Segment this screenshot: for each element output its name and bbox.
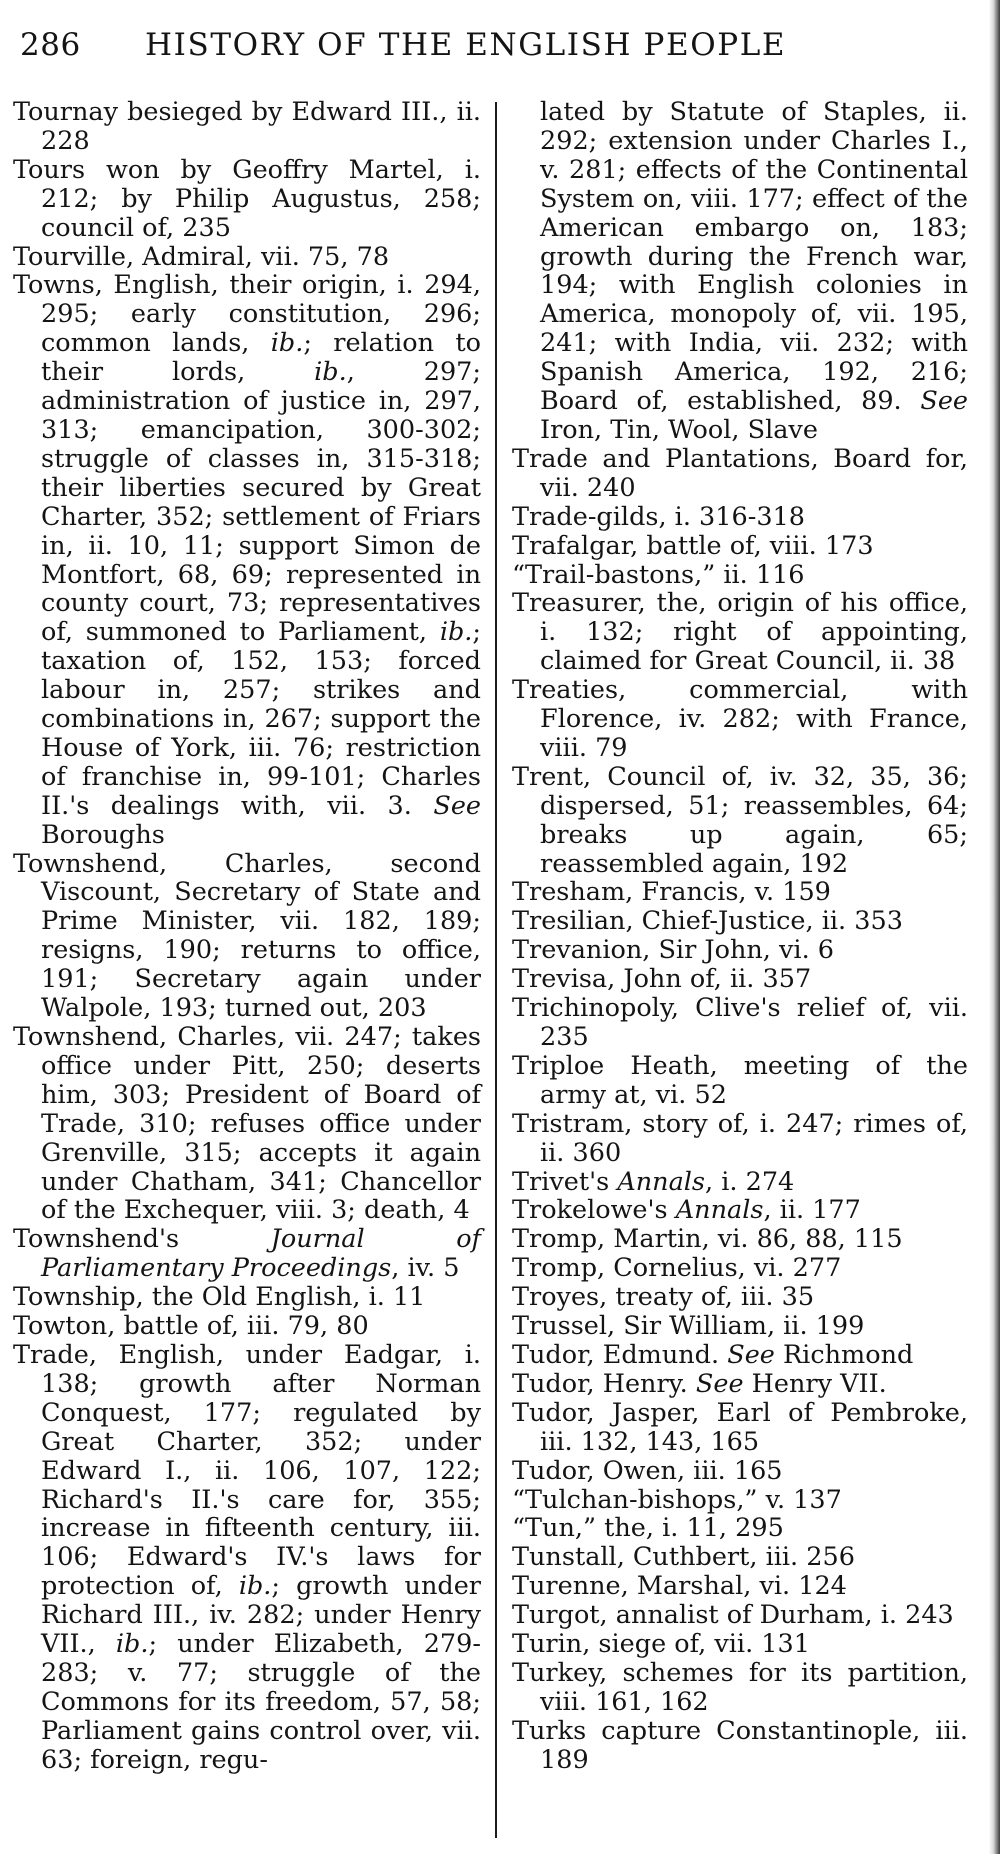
entry-text: Trevanion, Sir John, vi. 6 bbox=[512, 935, 835, 966]
entry-text: Turenne, Marshal, vi. 124 bbox=[512, 1571, 847, 1602]
entry-italic-text: ib. bbox=[314, 357, 347, 388]
index-entry bbox=[13, 1283, 481, 1312]
index-entry bbox=[512, 763, 968, 879]
entry-text: “Tulchan-bishops,” v. 137 bbox=[512, 1484, 842, 1515]
entry-italic-text: See bbox=[920, 386, 968, 417]
column-divider bbox=[495, 102, 497, 1838]
entry-text: Turin, siege of, vii. 131 bbox=[512, 1629, 810, 1660]
index-entry bbox=[13, 1341, 481, 1775]
running-title: HISTORY OF THE ENGLISH PEOPLE bbox=[145, 27, 787, 63]
index-column-right bbox=[512, 98, 968, 1775]
entry-text: Tunstall, Cuthbert, iii. 256 bbox=[512, 1542, 855, 1573]
entry-text: ; taxation of, 152, 153; forced labour in, 257; strikes and combinations in, 267; support the House of York, iii. 76; restriction of franchise in, 99-101; Charles II.'s dealings with, vii. 3. bbox=[41, 617, 481, 821]
entry-italic-text: See bbox=[695, 1368, 744, 1399]
index-entry bbox=[512, 1283, 968, 1312]
index-entry bbox=[512, 589, 968, 676]
entry-text: Tresilian, Chief-Justice, ii. 353 bbox=[512, 906, 903, 937]
entry-text: Tudor, Owen, iii. 165 bbox=[512, 1455, 783, 1486]
entry-text: Townshend, Charles, second Viscount, Secretary of State and Prime Minister, vii. 182, 189; resigns, 190; returns to office, 191; Secretary again under Walpole, 193; turned out, 203 bbox=[13, 848, 481, 1024]
entry-text: “Trail-bastons,” ii. 116 bbox=[512, 559, 805, 590]
entry-text: Turkey, schemes for its partition, viii. 161, 162 bbox=[512, 1657, 968, 1717]
index-entry bbox=[512, 936, 968, 965]
entry-text: Triploe Heath, meeting of the army at, vi. 52 bbox=[512, 1050, 968, 1110]
index-entry bbox=[512, 1399, 968, 1457]
entry-text: Tournay besieged by Edward III., ii. 228 bbox=[13, 97, 481, 156]
entry-text: Turks capture Constantinople, iii. 189 bbox=[512, 1715, 968, 1775]
entry-text: Trussel, Sir William, ii. 199 bbox=[512, 1311, 865, 1342]
entry-text: Trade and Plantations, Board for, vii. 240 bbox=[512, 443, 968, 503]
entry-text: Township, the Old English, i. 11 bbox=[13, 1282, 426, 1313]
page-number: 286 bbox=[20, 27, 81, 63]
entry-italic-text: Annals bbox=[675, 1195, 764, 1226]
entry-text: Trevisa, John of, ii. 357 bbox=[512, 964, 812, 995]
entry-text: Tristram, story of, i. 247; rimes of, ii. 360 bbox=[512, 1108, 968, 1168]
index-entry bbox=[13, 1225, 481, 1283]
entry-italic-text: ib. bbox=[115, 1629, 149, 1660]
page-edge-shadow bbox=[989, 0, 1000, 1854]
entry-text: Tresham, Francis, v. 159 bbox=[512, 877, 831, 908]
entry-text: Tudor, Henry. bbox=[512, 1368, 696, 1399]
index-entry bbox=[512, 1543, 968, 1572]
index-entry bbox=[512, 1486, 968, 1515]
entry-text: ; under Elizabeth, 279-283; v. 77; struggle of the Commons for its freedom, 57, 58; Parliament gains control over, vii. 63; foreign, regu- bbox=[41, 1629, 481, 1775]
entry-text: Trokelowe's bbox=[512, 1195, 676, 1226]
index-entry bbox=[512, 676, 968, 763]
index-column-left bbox=[13, 98, 481, 1775]
index-entry bbox=[512, 1717, 968, 1775]
index-entry bbox=[13, 98, 481, 156]
index-entry bbox=[512, 1601, 968, 1630]
entry-text: Trent, Council of, iv. 32, 35, 36; dispersed, 51; reassembles, 64; breaks up again, 65; reassembled again, 192 bbox=[512, 761, 968, 879]
index-entry bbox=[512, 1659, 968, 1717]
entry-text: Townshend's bbox=[13, 1224, 271, 1255]
entry-text: Troyes, treaty of, iii. 35 bbox=[512, 1282, 815, 1313]
entry-text: Tudor, Edmund. bbox=[512, 1339, 728, 1370]
entry-text: Henry VII. bbox=[743, 1368, 887, 1399]
index-entry bbox=[512, 445, 968, 503]
entry-text: , ii. 177 bbox=[763, 1195, 861, 1226]
entry-text: Tudor, Jasper, Earl of Pembroke, iii. 132, 143, 165 bbox=[512, 1397, 968, 1457]
index-entry bbox=[512, 907, 968, 936]
entry-text: Treaties, commercial, with Florence, iv. 282; with France, viii. 79 bbox=[512, 675, 968, 763]
index-entry bbox=[512, 1370, 968, 1399]
index-entry bbox=[512, 878, 968, 907]
index-entry bbox=[512, 1341, 968, 1370]
index-entry bbox=[512, 994, 968, 1052]
entry-text: Tours won by Geoffry Martel, i. 212; by Philip Augustus, 258; council of, 235 bbox=[13, 154, 481, 243]
entry-text: ; growth under Richard III., iv. 282; under Henry VII., bbox=[41, 1571, 481, 1660]
index-entry bbox=[512, 1572, 968, 1601]
index-entry bbox=[512, 1312, 968, 1341]
index-entry bbox=[512, 965, 968, 994]
entry-italic-text: Journal of Parliamentary Proceedings bbox=[41, 1224, 481, 1284]
entry-text: Richmond bbox=[774, 1339, 914, 1370]
index-entry bbox=[512, 1196, 968, 1225]
entry-text: “Tun,” the, i. 11, 295 bbox=[512, 1513, 784, 1544]
index-entry bbox=[13, 243, 481, 272]
entry-text: Trichinopoly, Clive's relief of, vii. 235 bbox=[512, 993, 968, 1052]
entry-text: Boroughs bbox=[41, 819, 165, 850]
entry-text: Trafalgar, battle of, viii. 173 bbox=[512, 530, 874, 561]
index-entry bbox=[13, 156, 481, 243]
entry-text: Trade-gilds, i. 316-318 bbox=[512, 501, 806, 532]
entry-italic-text: See bbox=[727, 1339, 775, 1370]
index-entry bbox=[512, 532, 968, 561]
entry-italic-text: Annals bbox=[617, 1166, 706, 1197]
entry-italic-text: See bbox=[433, 790, 481, 821]
entry-text: Turgot, annalist of Durham, i. 243 bbox=[512, 1600, 954, 1631]
page-header bbox=[20, 22, 980, 68]
entry-italic-text: ib. bbox=[270, 328, 304, 359]
entry-text: Trivet's bbox=[512, 1166, 618, 1197]
index-entry bbox=[13, 1312, 481, 1341]
index-entry bbox=[512, 503, 968, 532]
entry-text: Towton, battle of, iii. 79, 80 bbox=[13, 1311, 369, 1342]
index-entry bbox=[512, 1514, 968, 1543]
entry-text: Tourville, Admiral, vii. 75, 78 bbox=[13, 241, 390, 272]
entry-text: Towns, English, their origin, i. 294, 295; early constitution, 296; common lands, bbox=[13, 270, 481, 359]
entry-text: , iv. 5 bbox=[391, 1253, 460, 1284]
index-entry bbox=[512, 561, 968, 590]
entry-text: Trade, English, under Eadgar, i. 138; growth after Norman Conquest, 177; regulated by Great Charter, 352; under Edward I., ii. 106, 107, 122; Richard's II.'s care for, 355; increase in fifteenth century, iii. 106; Edward's IV.'s laws for protection of, bbox=[13, 1339, 481, 1602]
entry-text: Tromp, Cornelius, vi. 277 bbox=[512, 1253, 842, 1284]
index-entry bbox=[13, 850, 481, 1023]
index-entry bbox=[512, 1254, 968, 1283]
entry-text: lated by Statute of Staples, ii. 292; extension under Charles I., v. 281; effects of the Continental System on, viii. 177; effect of the American embargo on, 183; growth during the French war, 194; with English colonies in America, monopoly of, vii. 195, 241; with India, vii. 232; with Spanish America, 192, 216; Board of, established, 89. bbox=[540, 97, 968, 417]
entry-text: Treasurer, the, origin of his office, i. 132; right of appointing, claimed for Great Council, ii. 38 bbox=[512, 588, 968, 677]
index-entry bbox=[512, 1457, 968, 1486]
entry-text: ; relation to their lords, bbox=[41, 328, 481, 388]
index-entry bbox=[13, 271, 481, 849]
entry-text: , i. 274 bbox=[705, 1166, 795, 1197]
entry-text: Townshend, Charles, vii. 247; takes office under Pitt, 250; deserts him, 303; President of Board of Trade, 310; refuses office under Grenville, 315; accepts it again under Chatham, 341; Chancellor of the Exchequer, viii. 3; death, 4 bbox=[13, 1022, 481, 1226]
entry-text: , 297; administration of justice in, 297, 313; emancipation, 300-302; struggle of classes in, 315-318; their liberties secured by Great Charter, 352; settlement of Friars in, ii. 10, 11; support Simon de Montfort, 68, 69; represented in county court, 73; representatives of, summoned to Parliament, bbox=[41, 357, 481, 648]
index-entry bbox=[512, 1630, 968, 1659]
entry-italic-text: ib. bbox=[439, 617, 473, 648]
index-entry bbox=[512, 1168, 968, 1197]
entry-italic-text: ib. bbox=[238, 1571, 272, 1602]
index-entry bbox=[512, 1110, 968, 1168]
index-entry bbox=[13, 1023, 481, 1225]
entry-text: Tromp, Martin, vi. 86, 88, 115 bbox=[512, 1224, 903, 1255]
index-entry bbox=[512, 1052, 968, 1110]
index-entry-continued bbox=[512, 98, 968, 445]
entry-text: Iron, Tin, Wool, Slave bbox=[540, 414, 818, 445]
index-entry bbox=[512, 1225, 968, 1254]
